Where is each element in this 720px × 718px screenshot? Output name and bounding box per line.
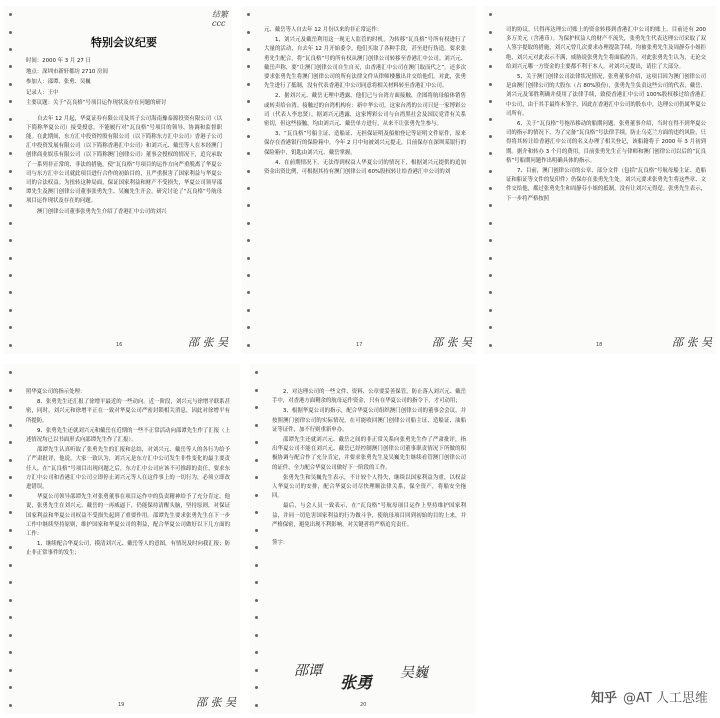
page-initials: 邵 张 吴 — [672, 336, 712, 349]
page-number: 18 — [596, 342, 603, 348]
document-page-3 — [484, 6, 716, 354]
watermark-author: @AT 人工思维 — [623, 691, 708, 706]
document-page-5 — [250, 364, 476, 714]
signature-zhang: 张勇 — [340, 673, 373, 692]
body-paragraph: 7、目前，澳门创律公司的公章、部分文件（包括“瓦良格”号航母船主证、造船证和船证等文件的复印件）仍保存在张勇先生处。刘兴元要求张勇先生将这些章、文件交给他，都过张勇先生和周静芬小姐的抵制，没有让刘兴元得逞。张勇先生表示，下一步将严格按照 — [506, 168, 706, 202]
body-paragraph: 司的协议，只得再达理公司账上的资金转移到香港汇中公司的账上。目前还有 200 多万美元（含港币）。为保护权益人的财产不流失，张勇先生代表达理公司采取了双人签字提取的措施，刘兴元曾几次要求办理提款手续，均被张勇先生及周静芬小姐拒绝，刘兴元对此表示不满，威胁说张勇先生将面临控告。对此张勇先生认为，无论交给刘兴元哪一方资金的主要都不利于本人。对刘兴元提出，请往了大部分。 — [506, 27, 706, 70]
body-paragraph: 澳门创律公司董事张勇先生介绍了香港汇中公司的刘兴 — [37, 208, 167, 215]
signature-label: 签字： — [272, 540, 289, 547]
page-3-content — [506, 26, 706, 354]
body-paragraph: 张勇先生和吴巍先生表示，不计较个人得失，继续以国家利益为重，以权益人华夏公司的安排，配合华夏公司尽快理顺法律关系，保全资产，将船安全拖回。 — [272, 474, 466, 500]
body-paragraph: 2、据刘兴元、戴岳无理中透露，他们已与台湾方面接触，企图将航母船体销售或转卖给台湾。接触过的台湾机构有：新中华公司，这家台湾的公司只是一家博彩公司（代表人李忠贤），据刘兴元透露，这家博彩公司与台湾黑社会及国民党背有关系密切，但这些接触，均由刘兴元、戴岳单方进行，从来不让张勇先生参与。 — [264, 93, 466, 128]
body-paragraph: 最后，与会人员一致表示，在“瓦良格”号航母项目运作上坚持维护国家利益，并同一切危害国家利益的行为做斗争，使航母项目回到初始的目的上来，并严格保密，避免出现不利影响，对关键者将严格追究责任。 — [272, 503, 466, 528]
body-paragraph: 邵谭先生认真听取了张勇先生的汇报和总结，对刘兴元、戴岳等人的各行为给予了严肃批评，他说，大家一致认为，刘兴元是东方汇中公司发生非性变化的最主要责任人，在“瓦良格”号项目出现问题之后，东方汇中公司应该不可推卸的责任，要求东方汇中公司和香港汇中公司立即停止刘兴元等人在这件事上的一切行为，必须立即改进错误。 — [26, 447, 230, 491]
zhihu-watermark — [591, 687, 708, 706]
page-number: 20 — [360, 702, 367, 708]
meta-location: 地点：深圳市新轩都坊 2710 房间 — [26, 68, 108, 75]
body-paragraph: 邵谭先生还就刘兴元、戴岳之间的非正常关系向张勇先生作了严肃批评，指出华夏公司不能在刘兴元、戴岳已经控制澳门创律公司董事职责情况下所做的积极协调与配合作了充分肯定，并要求张勇先生及吴巍先生继续看管澳门创律公司的证件，全力配合华夏公司做好下一阶段的工作。 — [272, 437, 466, 471]
body-paragraph: 8、张勇先生还汇报了徐增平最近的一些动向。近一阶段，刘兴元与徐增平联系甚密，同时，刘兴元和徐增平正在一致对华夏公司严密封锁相关消息，因此对徐增平有所提防。 — [26, 399, 230, 424]
watermark-brand: 知乎 — [591, 691, 618, 706]
handwritten-margin-note: 结繁 ccc — [212, 10, 228, 28]
binding-holes — [6, 364, 14, 714]
page-2-content — [264, 26, 466, 354]
page-number: 16 — [116, 342, 123, 348]
body-paragraph: 4、在前期情况下，无法得到权益人华夏公司的情况下，根据刘兴元提供的追加资金出资比例，可根据其持有澳门创律公司 60%股权转让给香港汇中公司的刘 — [264, 159, 466, 176]
page-initials: 邵 张 吴 — [188, 336, 228, 349]
body-paragraph: 5、关于澳门创律公司法律状况情况，张勇董事介绍，这项目因为澳门创律公司是由澳门创律公司的大股东（占 80%股份），张勇先生负责这些公司的代表，戴岳、刘兴元及邹胜利确并使用了法律手续，致使香港汇中公司 100%股权移过给香港汇中公司，由于其手最终未签字，因此在香港汇中公司的股东中，达理公司仍属华夏公司所有。 — [506, 74, 706, 117]
signature-shao: 邵谭 — [294, 663, 322, 679]
page-4-content — [26, 388, 230, 714]
signature-wu: 吴巍 — [400, 665, 428, 681]
meta-topic: 主要议题：关于“瓦良格”号项目运作现状及存在问题的研讨 — [26, 100, 167, 106]
page-initials: 邵 张 吴 — [196, 696, 236, 709]
body-paragraph: 2、对达理公司的一些文件、资料、公章要妥善保管，防止落入刘兴元、戴岳手中，对香港方面剩余的航母运作资金，只有在华夏公司的指令下，才可动用； — [272, 389, 466, 405]
binding-holes — [244, 6, 252, 354]
document-page-2 — [242, 6, 476, 354]
page-number: 17 — [356, 342, 363, 348]
binding-holes — [486, 6, 494, 354]
binding-holes — [6, 6, 14, 354]
body-paragraph: 3、“瓦良格”号船主证、造船证、无担保证明及船舶登记等证明文件原件，原来保存在香港银行的保险箱中。今年 2 月中旬被刘兴元提走，目前保存在深圳某银行的保险箱中，钥匙由刘兴元、戴岳掌握。 — [264, 131, 466, 156]
meta-attendees: 参加人：邵谭、张勇、吴巍 — [26, 79, 91, 85]
body-paragraph: 元、戴岳等人自去年 12 月份以来的非正常运作： — [264, 27, 383, 33]
document-title: 特别会议纪要 — [91, 36, 157, 49]
page-1-content — [26, 6, 228, 354]
body-paragraph: 1、刘兴元及戴岳利用这一现无人监管的时机，为转移“瓦良格”号所有权进行了大量的活动，自去年 12 月开始委令，他们买取了各种手段，甚至进行伪造，要求张勇先生配合，将“瓦良格”号的所有权从澳门创律公司转移至香港汇中公司。刘兴元、戴岳声称，要“让澳门创律公司自生自灭，由香港汇中公司在澳门取而代之”。还多次要求张勇先生将澳门创律公司的所有法律文件从律师楼撤出并交给他们。对此，张勇先生进行了抵制，没有代表香港汇中公司同意将相关材料转至香港汇中公司。 — [264, 37, 466, 90]
body-paragraph: 6、关于“瓦良格”号拖吊移动的船期问题。张勇董事介绍，当时在得不到华夏公司的指示的情况下，为了完备“瓦良格”号法律手续，防止乌克兰方面的违约风险，只得将其转让给香港汇中公司的名义办理了相关登记，该船籍将于 2000 年 3 月初到期。据介和转办 3 个月的费用，目前张勇先生正与律师和澳门创律公司以后的“瓦良格”号船期问题作出明确具体的指示。 — [506, 121, 706, 164]
meta-time: 时间：2000 年 3 月 27 日 — [26, 58, 91, 64]
body-paragraph: 照华夏公司的指示处理： — [26, 389, 86, 395]
page-initials: 邵 张 吴 — [432, 336, 472, 349]
binding-holes — [252, 364, 260, 714]
body-paragraph: 华夏公司领导邵谭先生对张勇董事在项目运作中的负责精神给予了充分肯定，他说，张勇先生在刘兴元、戴岳的一再威逼下，仍能保持清醒头脑，坚持原则，对保证国家利益和华夏公司权益不受损失起到了重要作用。邵谭先生要求张勇先生在下一步工作中继续坚持原则，维护国家和华夏公司的利益，配合华夏公司做好以下几方面的工作： — [26, 494, 230, 538]
page-number: 19 — [118, 702, 125, 708]
meta-recorder: 记录人：王中 — [26, 89, 59, 96]
body-paragraph: 3、根据华夏公司的指示，配合华夏公司组织澳门创律公司的董事会会议，并按照澳门创律公司的实际情况，在可能收回澳门创律公司船主证、造船证、油船证等证件，加不行则重新申办。 — [272, 408, 466, 433]
body-paragraph: 自去年 12 月起，华夏证券有限公司及其子公司海南豫泰源投资有限公司（以下简称华夏公司）接受授意，不能履行对“瓦良格”号项目的领导、协调和监督职能。在此期间，东方汇中投资控股有限公司（以下简称东方汇中公司）香港子公司汇中投资发展有限公司（以下简称香港汇中公司）和刘兴元、戴岳等人在本经澳门创律商业娱乐有限公司（以下简称澳门创律公司）董事会授权的情况下，追究承取了一系列非正常的、非法的措施，使“瓦良格”号项目的运作方向严重脱离了华夏公司与东方汇中公司就此项目进行合作的初始目的，且严重损害了国家利益与华夏公司的合法权益。为扭转这种局面，保证国家利益和财产不受损失，华夏公司领导邵谭先生及澳门创律公司董事张勇先生、吴巍先生开会，研究讨论了“瓦良格”号航母项目运作现状及存在的问题。 — [26, 115, 222, 205]
body-paragraph: 1、继续配合华夏公司，摸清刘兴元、戴岳等人的意图，有情况及时向我汇报；防止非正常事件的发生； — [26, 541, 230, 557]
body-paragraph: 9、张勇先生还就刘兴元和戴岳在近期的一些不正常活动向邵谭先生作了汇报（上述情况均已以书面形式向邵谭先生作了汇报）。 — [26, 427, 230, 444]
document-page-4 — [4, 364, 240, 714]
document-page-1 — [4, 6, 232, 354]
meeting-meta — [26, 56, 222, 109]
